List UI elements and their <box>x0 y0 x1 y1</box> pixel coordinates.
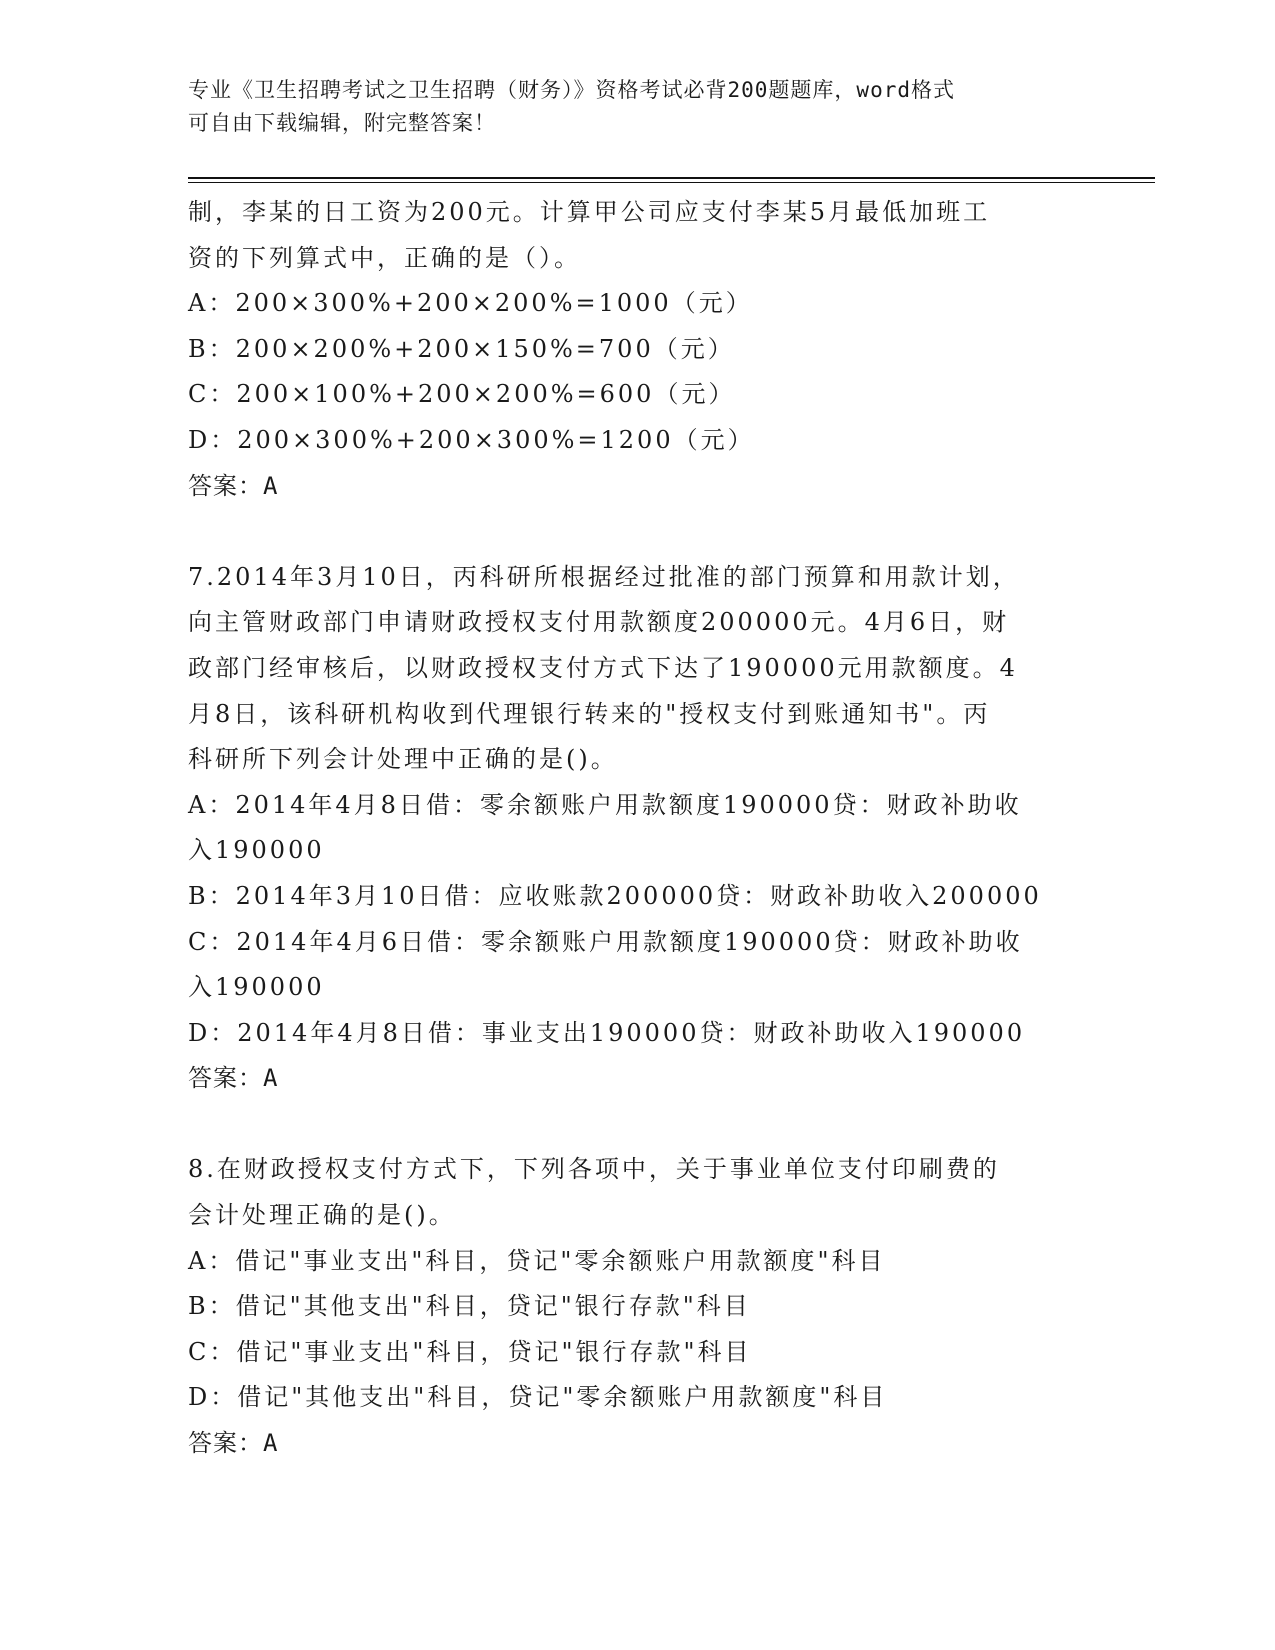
question-stem-line: 会计处理正确的是()。 <box>188 1201 456 1230</box>
option-a: A：借记"事业支出"科目，贷记"零余额账户用款额度"科目 <box>188 1246 886 1275</box>
option-c: C：借记"事业支出"科目，贷记"银行存款"科目 <box>188 1337 752 1366</box>
answer-line: 答案：A <box>188 1429 279 1458</box>
answer-line: 答案：A <box>188 1064 279 1093</box>
spacer <box>188 509 1088 555</box>
header-rule-thick <box>188 177 1155 179</box>
option-c: C：2014年4月6日借：零余额账户用款额度190000贷：财政补助收 <box>188 927 1023 956</box>
question-stem-line: 7.2014年3月10日，丙科研所根据经过批准的部门预算和用款计划， <box>188 562 1020 591</box>
header-title-line-1: 专业《卫生招聘考试之卫生招聘（财务）》资格考试必背200题题库，word格式 <box>188 78 955 102</box>
option-a: A：2014年4月8日借：零余额账户用款额度190000贷：财政补助收 <box>188 790 1022 819</box>
option-d: D：2014年4月8日借：事业支出190000贷：财政补助收入190000 <box>188 1018 1026 1047</box>
header-title-line-2: 可自由下载编辑，附完整答案！ <box>188 111 496 135</box>
spacer <box>188 1102 1088 1148</box>
question-list <box>188 190 1088 1467</box>
option-a-continued: 入190000 <box>188 836 325 865</box>
question-7 <box>188 555 1088 1102</box>
question-stem-line: 资的下列算式中，正确的是（）。 <box>188 243 581 272</box>
page-header <box>188 74 1088 140</box>
option-d: D：借记"其他支出"科目，贷记"零余额账户用款额度"科目 <box>188 1383 888 1412</box>
option-d: D：200×300%+200×300%=1200（元） <box>188 425 755 454</box>
answer-line: 答案：A <box>188 471 279 500</box>
header-rule-thin <box>188 182 1155 183</box>
question-6 <box>188 190 1088 509</box>
option-b: B：200×200%+200×150%=700（元） <box>188 334 735 363</box>
option-b: B：借记"其他支出"科目，贷记"银行存款"科目 <box>188 1292 751 1321</box>
option-b: B：2014年3月10日借：应收账款200000贷：财政补助收入200000 <box>188 881 1042 910</box>
option-c: C：200×100%+200×200%=600（元） <box>188 380 736 409</box>
question-stem-line: 制，李某的日工资为200元。计算甲公司应支付李某5月最低加班工 <box>188 198 991 226</box>
question-8 <box>188 1147 1088 1466</box>
option-a: A：200×300%+200×200%=1000（元） <box>188 289 753 318</box>
question-stem-line: 8.在财政授权支付方式下，下列各项中，关于事业单位支付印刷费的 <box>188 1155 1000 1184</box>
question-stem-line: 向主管财政部门申请财政授权支付用款额度200000元。4月6日，财 <box>188 608 1010 637</box>
question-stem-line: 科研所下列会计处理中正确的是()。 <box>188 745 618 774</box>
question-stem-line: 政部门经审核后，以财政授权支付方式下达了190000元用款额度。4 <box>188 653 1018 682</box>
question-stem-line: 月8日，该科研机构收到代理银行转来的"授权支付到账通知书"。丙 <box>188 699 991 728</box>
option-c-continued: 入190000 <box>188 973 325 1002</box>
